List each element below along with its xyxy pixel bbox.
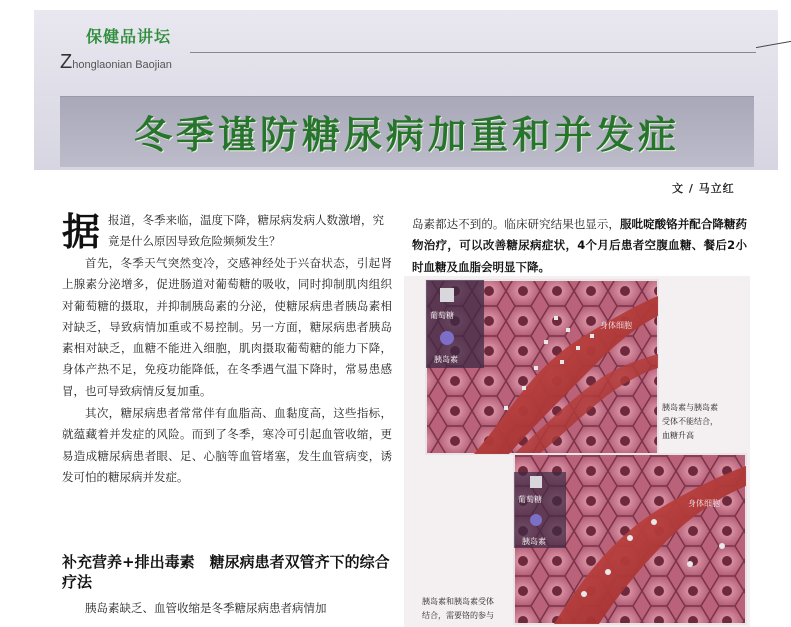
paragraph-1: 首先，冬季天气突然变冷，交感神经处于兴奋状态，引起肾上腺素分泌增多，促进肠道对葡萄糖的吸收，同时抑制肌肉组织对葡萄糖的摄取，并抑制胰岛素的分泌，使糖尿病患者胰岛素相对缺乏，导致病情加重或不易控制。另一方面，糖尿病患者胰岛素相对缺乏，血糖不能进入细胞，肌肉摄取葡萄糖的能力下降，身体产热不足，免疫功能降低，在冬季遇气温下降时，常易患感冒，也可导致病情反复加重。 <box>62 256 392 398</box>
bottom-legend-glucose: 葡萄糖 <box>518 495 542 504</box>
top-caption-3: 血糖升高 <box>662 431 694 440</box>
glucose-cube-icon-2 <box>530 476 542 488</box>
glucose-cube-icon <box>440 288 454 302</box>
body-column-left <box>62 253 392 488</box>
paragraph-2: 其次，糖尿病患者常常伴有血脂高、血黏度高，这些指标，就蕴藏着并发症的风险。而到了冬季，寒冷可引起血管收缩，更易造成糖尿病患者眼、足、心脑等血管堵塞，发生血管病变，诱发可怕的糖尿病并发症。 <box>62 406 392 484</box>
bottom-caption-2: 结合，需要铬的参与 <box>422 611 494 620</box>
body-column-left-bottom <box>62 598 392 619</box>
top-legend-glucose: 葡萄糖 <box>430 311 454 320</box>
right-text-highlight: 服吡啶酸铬并配合降糖药物治疗，可以改善糖尿病症状，4个月后患者空腹血糖、餐后2小时血糖及血脂会明显下降。 <box>412 217 748 274</box>
insulin-sphere-icon-2 <box>530 514 542 526</box>
paragraph-3: 胰岛素缺乏、血管收缩是冬季糖尿病患者病情加 <box>85 601 327 615</box>
section-title: 保健品讲坛 <box>86 27 172 46</box>
section-pinyin-cap: Z <box>60 51 73 73</box>
top-caption-1: 胰岛素与胰岛素 <box>662 403 718 412</box>
section-pinyin-rest: honglaonian Baojian <box>72 59 172 71</box>
body-column-right <box>412 214 747 278</box>
top-panel <box>426 280 658 454</box>
main-title: 冬季谨防糖尿病加重和并发症 <box>133 112 680 157</box>
illustration-svg <box>404 276 750 627</box>
section-pinyin <box>60 51 172 74</box>
header-rule <box>190 52 756 53</box>
bottom-caption-1: 胰岛素和胰岛素受体 <box>422 597 494 606</box>
bottom-legend-insulin: 胰岛素 <box>522 537 546 546</box>
illustration-figure <box>404 276 750 627</box>
author-byline: 文 / 马立红 <box>672 182 735 195</box>
top-caption-2: 受体不能结合， <box>662 417 718 426</box>
subheading: 补充营养+排出毒素 糖尿病患者双管齐下的综合疗法 <box>62 553 390 591</box>
insulin-sphere-icon <box>440 331 454 345</box>
bottom-cell-label: 身体细胞 <box>688 499 720 508</box>
top-legend-insulin: 胰岛素 <box>434 355 458 364</box>
bottom-panel <box>514 454 746 624</box>
lead-paragraph: 报道，冬季来临，温度下降，糖尿病发病人数激增，究竟是什么原因导致危险频频发生？ <box>108 213 384 249</box>
right-text-normal: 岛素都达不到的。临床研究结果也显示， <box>412 217 620 231</box>
top-cell-label: 身体细胞 <box>600 321 632 330</box>
dropcap: 据 <box>62 210 101 254</box>
